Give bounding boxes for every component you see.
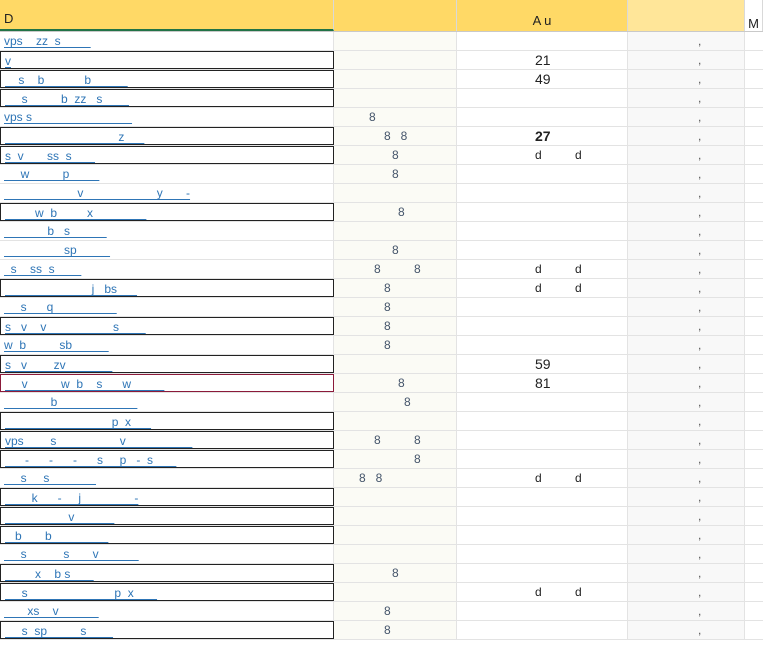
cell-amount[interactable] bbox=[457, 545, 628, 563]
cell-empty[interactable] bbox=[745, 317, 763, 335]
cell-note[interactable]: , bbox=[628, 602, 745, 620]
cell-amount[interactable]: d d bbox=[457, 279, 628, 297]
cell-link[interactable] bbox=[0, 488, 334, 506]
cell-amount[interactable]: d d bbox=[457, 260, 628, 278]
cell-note[interactable]: , bbox=[628, 70, 745, 88]
table-row bbox=[0, 184, 763, 203]
cell-value[interactable]: 8 bbox=[334, 146, 457, 164]
cell-value[interactable] bbox=[334, 89, 457, 107]
cell-amount[interactable] bbox=[457, 602, 628, 620]
cell-value[interactable]: 8 bbox=[334, 298, 457, 316]
cell-empty[interactable] bbox=[745, 507, 763, 525]
cell-amount[interactable] bbox=[457, 412, 628, 430]
hyperlink-text[interactable]: s v zv bbox=[5, 358, 113, 372]
cell-note[interactable]: , bbox=[628, 545, 745, 563]
cell-amount[interactable] bbox=[457, 526, 628, 544]
cell-note[interactable]: , bbox=[628, 298, 745, 316]
cell-note[interactable]: , bbox=[628, 32, 745, 50]
hyperlink-text[interactable]: w b sb bbox=[4, 338, 109, 352]
cell-link[interactable] bbox=[0, 203, 334, 221]
hyperlink-text[interactable]: b s bbox=[4, 224, 107, 238]
hyperlink-text[interactable]: k - j - bbox=[5, 491, 139, 505]
hyperlink-text[interactable]: v w b s w bbox=[5, 377, 165, 391]
cell-note[interactable]: , bbox=[628, 222, 745, 240]
cell-empty[interactable] bbox=[745, 127, 763, 145]
table-row bbox=[0, 165, 763, 184]
cell-value[interactable] bbox=[334, 355, 457, 373]
table-row bbox=[0, 146, 763, 165]
hyperlink-text[interactable]: b b bbox=[5, 529, 109, 543]
cell-link[interactable] bbox=[0, 602, 334, 620]
cell-amount[interactable]: d d bbox=[457, 146, 628, 164]
cell-empty[interactable] bbox=[745, 241, 763, 259]
hyperlink-text[interactable]: j bs bbox=[5, 282, 138, 296]
cell-amount[interactable] bbox=[457, 431, 628, 449]
cell-value[interactable]: 8 8 bbox=[334, 260, 457, 278]
cell-value[interactable]: 8 bbox=[334, 203, 457, 221]
hyperlink-text[interactable]: xs v bbox=[4, 604, 99, 618]
cell-empty[interactable] bbox=[745, 564, 763, 582]
cell-link[interactable] bbox=[0, 564, 334, 582]
cell-note[interactable]: , bbox=[628, 146, 745, 164]
cell-link[interactable] bbox=[0, 393, 334, 411]
hyperlink-text[interactable]: v bbox=[5, 510, 115, 524]
cell-empty[interactable] bbox=[745, 621, 763, 639]
cell-amount[interactable] bbox=[457, 336, 628, 354]
cell-empty[interactable] bbox=[745, 260, 763, 278]
cell-amount[interactable] bbox=[457, 89, 628, 107]
cell-value[interactable]: 8 bbox=[334, 336, 457, 354]
cell-empty[interactable] bbox=[745, 583, 763, 601]
cell-note[interactable]: , bbox=[628, 184, 745, 202]
cell-amount[interactable]: 21 bbox=[457, 51, 628, 69]
cell-link[interactable] bbox=[0, 32, 334, 50]
table-row bbox=[0, 279, 763, 298]
cell-link[interactable] bbox=[0, 89, 334, 107]
table-row bbox=[0, 602, 763, 621]
cell-amount[interactable] bbox=[457, 241, 628, 259]
table-row bbox=[0, 222, 763, 241]
table-row bbox=[0, 469, 763, 488]
cell-note[interactable]: , bbox=[628, 488, 745, 506]
cell-link[interactable] bbox=[0, 260, 334, 278]
cell-link[interactable] bbox=[0, 127, 334, 145]
cell-note[interactable]: , bbox=[628, 241, 745, 259]
cell-empty[interactable] bbox=[745, 165, 763, 183]
cell-amount[interactable] bbox=[457, 203, 628, 221]
cell-value[interactable] bbox=[334, 526, 457, 544]
cell-note[interactable]: , bbox=[628, 374, 745, 392]
table-row bbox=[0, 564, 763, 583]
cell-link[interactable] bbox=[0, 412, 334, 430]
cell-link[interactable] bbox=[0, 545, 334, 563]
cell-amount[interactable] bbox=[457, 32, 628, 50]
cell-value[interactable]: 8 bbox=[334, 279, 457, 297]
cell-empty[interactable] bbox=[745, 298, 763, 316]
column-header-d[interactable] bbox=[628, 0, 745, 31]
hyperlink-text[interactable]: v bbox=[5, 54, 11, 68]
table-row bbox=[0, 241, 763, 260]
cell-value[interactable] bbox=[334, 222, 457, 240]
table-row bbox=[0, 108, 763, 127]
cell-value[interactable]: 8 bbox=[334, 165, 457, 183]
hyperlink-text[interactable]: s q bbox=[4, 300, 117, 314]
cell-empty[interactable] bbox=[745, 146, 763, 164]
cell-link[interactable] bbox=[0, 317, 334, 335]
cell-value[interactable] bbox=[334, 184, 457, 202]
table-row bbox=[0, 298, 763, 317]
table-row bbox=[0, 317, 763, 336]
cell-note[interactable]: , bbox=[628, 203, 745, 221]
cell-note[interactable]: , bbox=[628, 507, 745, 525]
cell-note[interactable]: , bbox=[628, 51, 745, 69]
cell-value[interactable]: 8 8 bbox=[334, 431, 457, 449]
cell-link[interactable] bbox=[0, 222, 334, 240]
cell-value[interactable] bbox=[334, 51, 457, 69]
cell-empty[interactable] bbox=[745, 89, 763, 107]
table-row bbox=[0, 621, 763, 640]
cell-value[interactable]: 8 bbox=[334, 241, 457, 259]
cell-empty[interactable] bbox=[745, 336, 763, 354]
cell-empty[interactable] bbox=[745, 526, 763, 544]
cell-empty[interactable] bbox=[745, 51, 763, 69]
cell-note[interactable]: , bbox=[628, 89, 745, 107]
cell-link[interactable] bbox=[0, 583, 334, 601]
table-row bbox=[0, 545, 763, 564]
table-row bbox=[0, 431, 763, 450]
cell-link[interactable] bbox=[0, 146, 334, 164]
cell-value[interactable] bbox=[334, 412, 457, 430]
cell-link[interactable] bbox=[0, 298, 334, 316]
cell-empty[interactable] bbox=[745, 469, 763, 487]
hyperlink-text[interactable]: s p x bbox=[5, 586, 158, 600]
cell-empty[interactable] bbox=[745, 393, 763, 411]
table-row bbox=[0, 526, 763, 545]
hyperlink-text[interactable]: w b x bbox=[5, 206, 147, 220]
cell-empty[interactable] bbox=[745, 222, 763, 240]
cell-note[interactable]: , bbox=[628, 127, 745, 145]
cell-value[interactable] bbox=[334, 488, 457, 506]
cell-empty[interactable] bbox=[745, 374, 763, 392]
cell-amount[interactable] bbox=[457, 621, 628, 639]
cell-note[interactable]: , bbox=[628, 450, 745, 468]
cell-amount[interactable] bbox=[457, 184, 628, 202]
cell-amount[interactable]: 49 bbox=[457, 70, 628, 88]
hyperlink-text[interactable]: vps zz s bbox=[4, 34, 91, 48]
cell-value[interactable]: 8 bbox=[334, 108, 457, 126]
hyperlink-text[interactable]: x b s bbox=[5, 567, 94, 581]
cell-value[interactable]: 8 bbox=[334, 393, 457, 411]
cell-link[interactable] bbox=[0, 526, 334, 544]
cell-value[interactable]: 8 bbox=[334, 317, 457, 335]
spreadsheet-grid[interactable] bbox=[0, 32, 763, 654]
table-row bbox=[0, 488, 763, 507]
cell-link[interactable] bbox=[0, 51, 334, 69]
column-header-c[interactable]: A u bbox=[457, 0, 628, 31]
cell-value[interactable]: 8 bbox=[334, 564, 457, 582]
hyperlink-text[interactable]: s s bbox=[4, 471, 97, 485]
cell-link[interactable] bbox=[0, 184, 334, 202]
cell-note[interactable]: , bbox=[628, 583, 745, 601]
cell-note[interactable]: , bbox=[628, 279, 745, 297]
cell-value[interactable]: 8 bbox=[334, 450, 457, 468]
hyperlink-text[interactable]: s v v s bbox=[5, 320, 146, 334]
cell-value[interactable]: 8 8 bbox=[334, 469, 457, 487]
cell-empty[interactable] bbox=[745, 108, 763, 126]
cell-link[interactable] bbox=[0, 507, 334, 525]
cell-empty[interactable] bbox=[745, 488, 763, 506]
cell-note[interactable]: , bbox=[628, 108, 745, 126]
cell-value[interactable] bbox=[334, 507, 457, 525]
cell-value[interactable]: 8 bbox=[334, 374, 457, 392]
hyperlink-text[interactable]: s ss s bbox=[4, 262, 82, 276]
cell-link[interactable] bbox=[0, 355, 334, 373]
table-row bbox=[0, 393, 763, 412]
cell-empty[interactable] bbox=[745, 32, 763, 50]
cell-note[interactable]: , bbox=[628, 355, 745, 373]
cell-link[interactable] bbox=[0, 165, 334, 183]
cell-value[interactable]: 8 8 bbox=[334, 127, 457, 145]
cell-note[interactable]: , bbox=[628, 260, 745, 278]
cell-note[interactable]: , bbox=[628, 621, 745, 639]
cell-link[interactable] bbox=[0, 241, 334, 259]
cell-note[interactable]: , bbox=[628, 431, 745, 449]
cell-amount[interactable] bbox=[457, 108, 628, 126]
hyperlink-text[interactable]: s s v bbox=[4, 547, 139, 561]
table-row bbox=[0, 127, 763, 146]
cell-amount[interactable] bbox=[457, 507, 628, 525]
table-row bbox=[0, 583, 763, 602]
cell-amount[interactable]: 59 bbox=[457, 355, 628, 373]
cell-value[interactable] bbox=[334, 32, 457, 50]
cell-link[interactable] bbox=[0, 336, 334, 354]
table-row bbox=[0, 70, 763, 89]
cell-empty[interactable] bbox=[745, 184, 763, 202]
cell-amount[interactable] bbox=[457, 317, 628, 335]
hyperlink-text[interactable]: p x bbox=[5, 415, 152, 429]
cell-empty[interactable] bbox=[745, 355, 763, 373]
table-row bbox=[0, 374, 763, 393]
cell-link[interactable] bbox=[0, 469, 334, 487]
cell-empty[interactable] bbox=[745, 412, 763, 430]
cell-value[interactable] bbox=[334, 583, 457, 601]
cell-empty[interactable] bbox=[745, 450, 763, 468]
hyperlink-text[interactable]: s b zz s bbox=[5, 92, 130, 106]
table-row bbox=[0, 450, 763, 469]
column-header-e[interactable]: M bbox=[745, 0, 763, 31]
cell-value[interactable] bbox=[334, 70, 457, 88]
cell-empty[interactable] bbox=[745, 431, 763, 449]
cell-value[interactable]: 8 bbox=[334, 602, 457, 620]
column-header-row bbox=[0, 0, 763, 32]
table-row bbox=[0, 203, 763, 222]
hyperlink-text[interactable]: - - - s p - s bbox=[5, 453, 177, 467]
cell-link[interactable] bbox=[0, 108, 334, 126]
table-row bbox=[0, 336, 763, 355]
cell-note[interactable]: , bbox=[628, 469, 745, 487]
hyperlink-text[interactable]: v y - bbox=[4, 186, 191, 200]
hyperlink-text[interactable]: vps s bbox=[4, 110, 133, 124]
table-row bbox=[0, 412, 763, 431]
cell-note[interactable]: , bbox=[628, 393, 745, 411]
cell-empty[interactable] bbox=[745, 602, 763, 620]
cell-link[interactable] bbox=[0, 621, 334, 639]
cell-link[interactable] bbox=[0, 70, 334, 88]
cell-amount[interactable] bbox=[457, 298, 628, 316]
cell-empty[interactable] bbox=[745, 279, 763, 297]
column-header-a[interactable]: D bbox=[0, 0, 334, 31]
table-row bbox=[0, 32, 763, 51]
cell-amount[interactable]: d d bbox=[457, 583, 628, 601]
cell-link[interactable] bbox=[0, 450, 334, 468]
hyperlink-text[interactable]: s b b bbox=[5, 73, 128, 87]
cell-note[interactable]: , bbox=[628, 336, 745, 354]
cell-value[interactable]: 8 bbox=[334, 621, 457, 639]
column-header-b[interactable] bbox=[334, 0, 457, 31]
cell-link[interactable] bbox=[0, 374, 334, 392]
cell-amount[interactable]: 81 bbox=[457, 374, 628, 392]
cell-amount[interactable] bbox=[457, 564, 628, 582]
cell-amount[interactable] bbox=[457, 222, 628, 240]
hyperlink-text[interactable]: b bbox=[4, 395, 138, 409]
cell-amount[interactable]: 27 bbox=[457, 127, 628, 145]
cell-amount[interactable] bbox=[457, 450, 628, 468]
table-row bbox=[0, 51, 763, 70]
table-row bbox=[0, 355, 763, 374]
table-row bbox=[0, 507, 763, 526]
cell-value[interactable] bbox=[334, 545, 457, 563]
hyperlink-text[interactable]: s sp s bbox=[5, 624, 114, 638]
cell-link[interactable] bbox=[0, 431, 334, 449]
cell-note[interactable]: , bbox=[628, 526, 745, 544]
cell-amount[interactable] bbox=[457, 165, 628, 183]
hyperlink-text[interactable]: vps s v bbox=[5, 434, 193, 448]
cell-empty[interactable] bbox=[745, 70, 763, 88]
cell-amount[interactable]: d d bbox=[457, 469, 628, 487]
hyperlink-text[interactable]: sp bbox=[4, 243, 111, 257]
hyperlink-text[interactable]: s v ss s bbox=[5, 149, 96, 163]
table-row bbox=[0, 260, 763, 279]
cell-empty[interactable] bbox=[745, 203, 763, 221]
cell-empty[interactable] bbox=[745, 545, 763, 563]
cell-link[interactable] bbox=[0, 279, 334, 297]
cell-note[interactable]: , bbox=[628, 412, 745, 430]
hyperlink-text[interactable]: w p bbox=[4, 167, 100, 181]
cell-amount[interactable] bbox=[457, 488, 628, 506]
cell-amount[interactable] bbox=[457, 393, 628, 411]
cell-note[interactable]: , bbox=[628, 564, 745, 582]
hyperlink-text[interactable]: z bbox=[5, 130, 145, 144]
cell-note[interactable]: , bbox=[628, 317, 745, 335]
cell-note[interactable]: , bbox=[628, 165, 745, 183]
table-row bbox=[0, 89, 763, 108]
